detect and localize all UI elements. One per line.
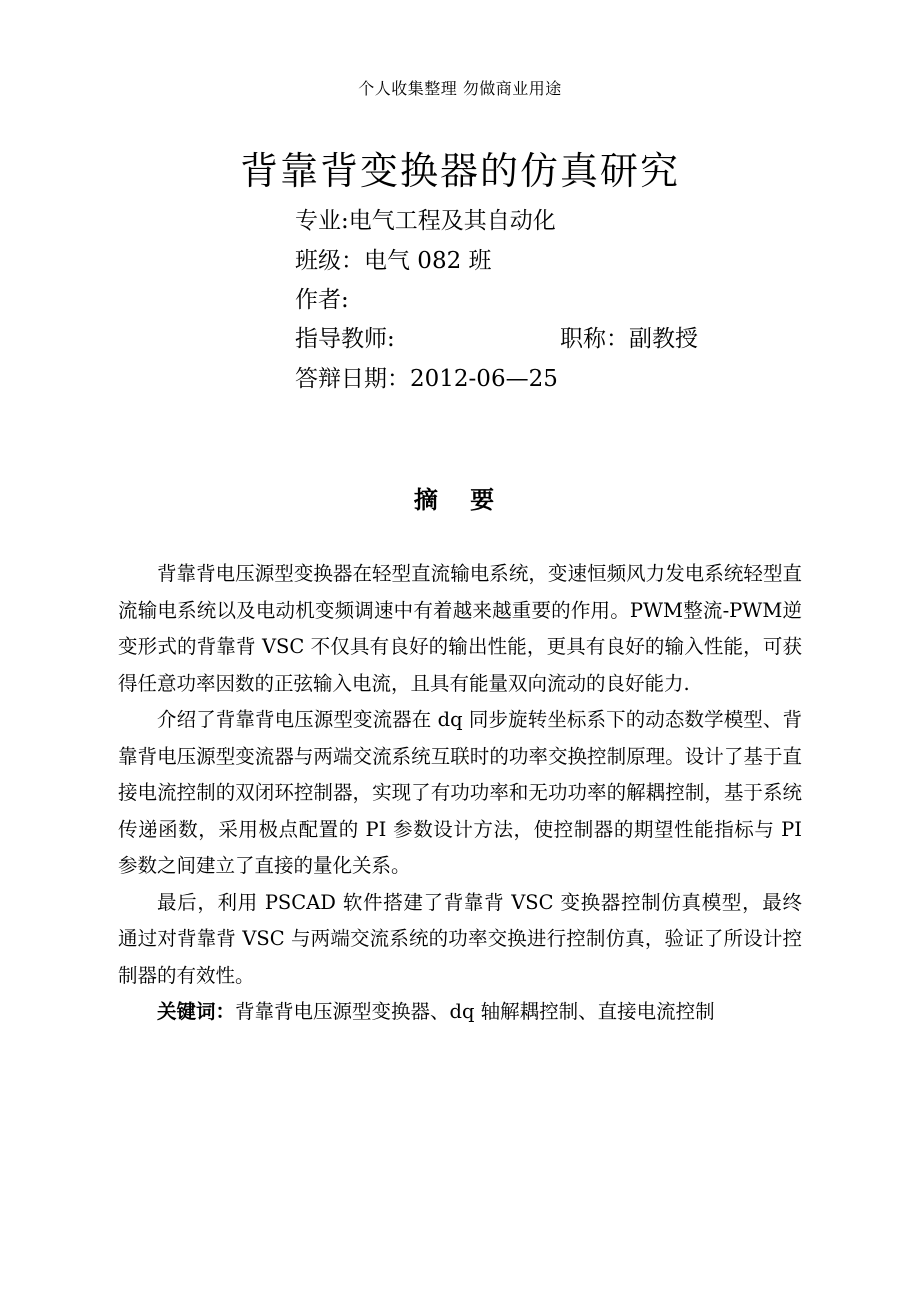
- abstract-heading: 摘 要: [413, 486, 507, 514]
- abstract-body: [118, 556, 802, 1031]
- keywords-text: 背靠背电压源型变换器、dq 轴解耦控制、直接电流控制: [235, 1000, 715, 1023]
- meta-defense-date: 答辩日期：2012-06—25: [295, 366, 558, 392]
- abstract-paragraph: 最后，利用 PSCAD 软件搭建了背靠背 VSC 变换器控制仿真模型，最终通过对背靠背 VSC 与两端交流系统的功率交换进行控制仿真，验证了所设计控制器的有效性。: [118, 890, 802, 987]
- keywords-line: [118, 994, 802, 1031]
- abstract-paragraph: 介绍了背靠背电压源型变流器在 dq 同步旋转坐标系下的动态数学模型、背靠背电压源型变流器与两端交流系统互联时的功率交换控制原理。设计了基于直接电流控制的双闭环控制器，实现了有功功率和无功功率的解耦控制，基于系统传递函数，采用极点配置的 PI 参数设计方法，使控制器的期望性能指标与 PI 参数之间建立了直接的量化关系。: [118, 708, 802, 877]
- meta-major: 专业:电气工程及其自动化: [295, 208, 556, 234]
- meta-class: 班级：电气 082 班: [295, 248, 492, 274]
- page-title: 背靠背变换器的仿真研究: [239, 149, 680, 193]
- abstract-paragraph: 背靠背电压源型变换器在轻型直流输电系统，变速恒频风力发电系统轻型直流输电系统以及电动机变频调速中有着越来越重要的作用。PWM整流-PWM逆变形式的背靠背 VSC 不仅具有良好的输出性能，更具有良好的输入性能，可获得任意功率因数的正弦输入电流，且具有能量双向流动的良好能力.: [118, 562, 802, 695]
- meta-author: 作者:: [295, 287, 349, 313]
- keywords-label: 关键词：: [157, 1000, 236, 1023]
- meta-rank: 职称：副教授: [560, 326, 698, 352]
- header-note: 个人收集整理 勿做商业用途: [358, 79, 562, 98]
- meta-advisor: 指导教师:: [295, 326, 395, 352]
